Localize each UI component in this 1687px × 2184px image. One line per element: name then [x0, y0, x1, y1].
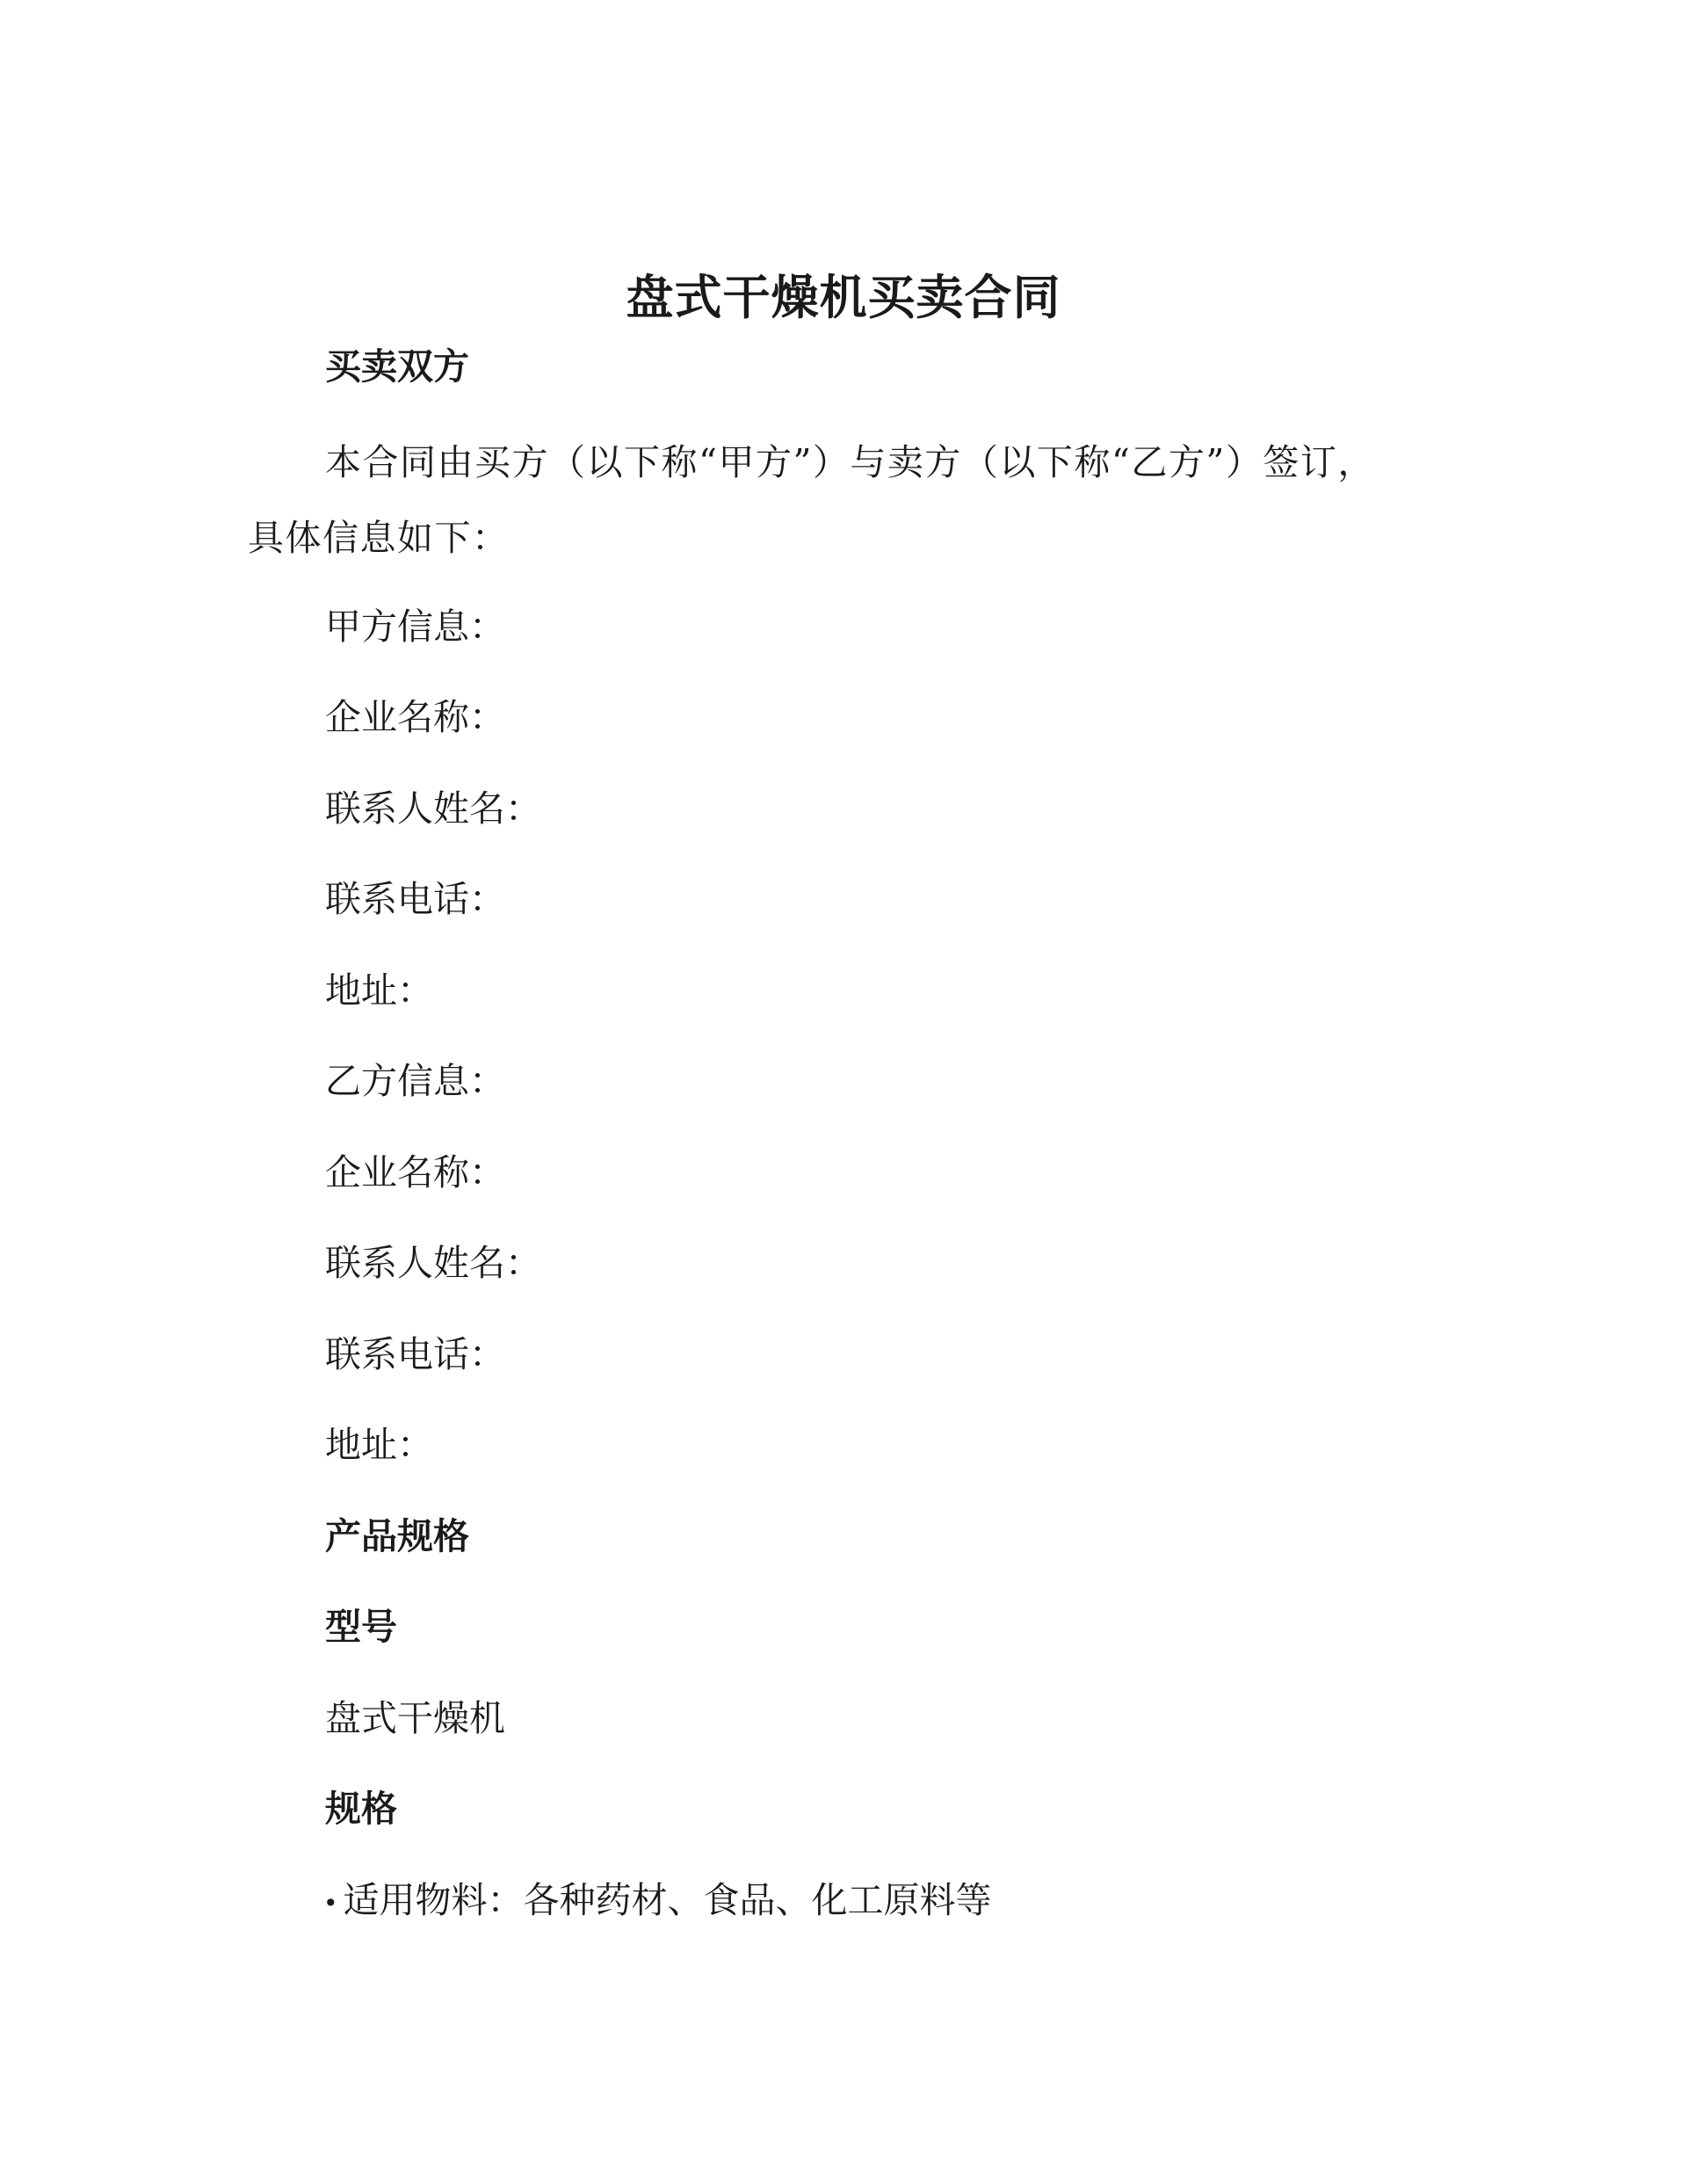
spec-list-item	[323, 1874, 992, 1930]
party-a-phone-label: 联系电话：	[325, 878, 505, 920]
party-a-address-label: 地址：	[325, 969, 433, 1012]
bullet-icon: •	[323, 1888, 338, 1918]
party-b-phone-label: 联系电话：	[325, 1333, 505, 1375]
model-value: 盘式干燥机	[325, 1697, 505, 1739]
party-b-company-label: 企业名称：	[325, 1151, 505, 1194]
spec-heading: 规格	[325, 1788, 397, 1830]
party-a-heading: 甲方信息：	[325, 606, 505, 648]
document-title: 盘式干燥机买卖合同	[626, 269, 1061, 325]
party-b-heading: 乙方信息：	[325, 1060, 505, 1102]
spec-item-text: 适用物料：各种药材、食品、化工原料等	[343, 1879, 992, 1921]
party-a-company-label: 企业名称：	[325, 696, 505, 738]
party-b-contact-label: 联系人姓名：	[325, 1242, 541, 1284]
intro-paragraph: 本合同由买方（以下称“甲方”）与卖方（以下称“乙方”）签订，具体信息如下：	[248, 441, 1375, 559]
section-heading-parties: 买卖双方	[325, 345, 469, 388]
party-b-address-label: 地址：	[325, 1424, 433, 1466]
model-heading: 型号	[325, 1606, 397, 1648]
section-heading-spec: 产品规格	[325, 1515, 469, 1557]
party-a-contact-label: 联系人姓名：	[325, 787, 541, 830]
